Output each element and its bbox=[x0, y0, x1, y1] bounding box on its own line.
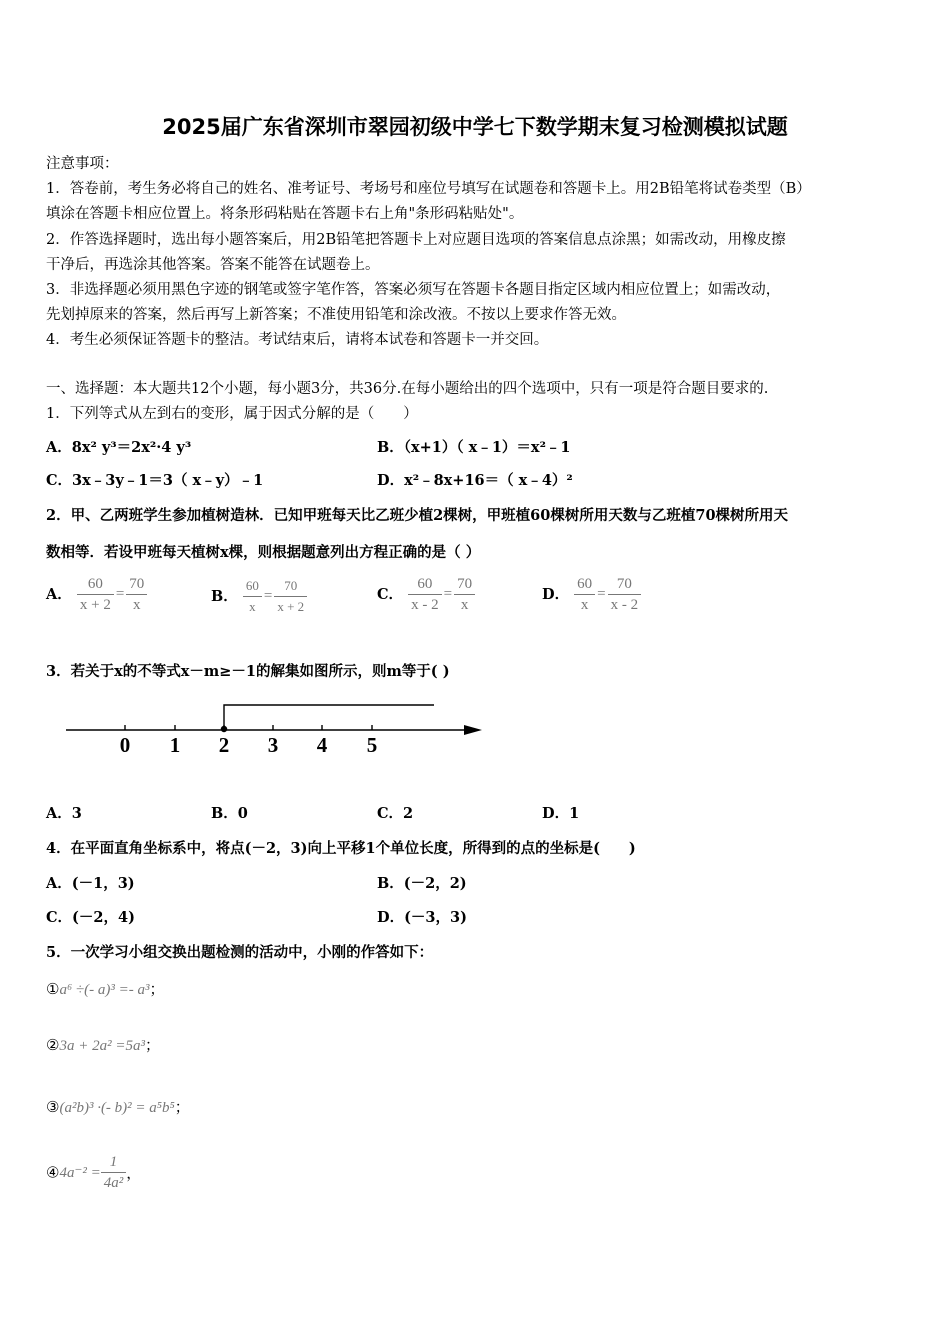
fraction: $\frac{60}{x}$ bbox=[243, 576, 262, 617]
question-2-stem: 2．甲、乙两班学生参加植树造林．已知甲班每天比乙班少植2棵树，甲班植60棵树所用天数与乙班植70棵树所用天 bbox=[46, 507, 789, 524]
notice-line: 4．考生必须保证答题卡的整洁。考试结束后，请将本试卷和答题卡一并交回。 bbox=[46, 332, 549, 348]
expression: a⁶ ÷(- a)³ =- a³ bbox=[59, 982, 150, 998]
q4-option-d: D．(－3，3) bbox=[377, 909, 467, 926]
notice-line: 1．答卷前，考生务必将自己的姓名、准考证号、考场号和座位号填写在试题卷和答题卡上。用2B铅笔将试卷类型（B） bbox=[46, 181, 811, 197]
tick-label: 0 bbox=[119, 733, 131, 757]
q4-option-a: A．(－1，3) bbox=[46, 875, 135, 892]
tick-label: 4 bbox=[316, 733, 328, 757]
tick-label: 2 bbox=[218, 733, 230, 757]
q5-item-3: ③(a²b)³ ·(- b)² = a⁵b⁵； bbox=[46, 1098, 190, 1116]
q2-option-c: C． $\frac{60}{x - 2}$ = $\frac{70}{x}$ bbox=[377, 574, 475, 615]
q1-option-c: C．3x﹣3y﹣1＝3（ x﹣y）﹣1 bbox=[46, 472, 264, 489]
fraction: $\frac{60}{x + 2}$ bbox=[77, 574, 114, 615]
q3-option-d: D．1 bbox=[542, 805, 580, 822]
q5-item-4: ④4a⁻² = $\frac{1}{\text{4a²}}$ ， bbox=[46, 1154, 142, 1191]
q3-option-a: A．3 bbox=[46, 805, 82, 822]
solution-bracket bbox=[224, 705, 434, 727]
tick-label: 5 bbox=[366, 733, 378, 757]
q1-option-a: A．8x² y³＝2x²·4 y³ bbox=[46, 439, 192, 456]
q2-option-b: B． $\frac{60}{x}$ = $\frac{70}{x + 2}$ bbox=[211, 576, 307, 617]
tick-label: 1 bbox=[169, 733, 181, 757]
expression: (a²b)³ ·(- b)² = a⁵b⁵ bbox=[59, 1100, 175, 1116]
q2-option-a: A． $\frac{60}{x + 2}$ = $\frac{70}{x}$ bbox=[46, 574, 147, 615]
arrow-head-icon bbox=[464, 725, 482, 735]
tick-label: 3 bbox=[267, 733, 279, 757]
question-5-stem: 5．一次学习小组交换出题检测的活动中，小刚的作答如下： bbox=[46, 944, 434, 961]
question-4-stem: 4．在平面直角坐标系中，将点(－2，3)向上平移1个单位长度，所得到的点的坐标是( ) bbox=[46, 840, 636, 857]
option-label: A． bbox=[46, 586, 72, 603]
fraction: $\frac{60}{x - 2}$ bbox=[408, 574, 442, 615]
solid-point bbox=[221, 726, 227, 732]
q5-item-1: ①a⁶ ÷(- a)³ =- a³； bbox=[46, 980, 165, 998]
fraction: $\frac{70}{x - 2}$ bbox=[608, 574, 642, 615]
page-title: 2025届广东省深圳市翠园初级中学七下数学期末复习检测模拟试题 bbox=[162, 115, 788, 139]
q1-option-b: B．（x+1）（ x﹣1）＝x²﹣1 bbox=[377, 439, 571, 456]
fraction: $\frac{70}{x}$ bbox=[126, 574, 147, 615]
notice-line: 3．非选择题必须用黑色字迹的钢笔或签字笔作答，答案必须写在答题卡各题目指定区域内相应位置上；如需改动， bbox=[46, 282, 781, 298]
question-2-stem-cont: 数相等．若设甲班每天植树x棵，则根据题意列出方程正确的是（ ） bbox=[46, 544, 481, 561]
q2-option-d: D． $\frac{60}{x}$ = $\frac{70}{x - 2}$ bbox=[542, 574, 641, 615]
fraction: $\frac{70}{x}$ bbox=[454, 574, 475, 615]
notice-heading: 注意事项： bbox=[46, 156, 119, 172]
q1-option-d: D．x²﹣8x+16＝（ x﹣4）² bbox=[377, 472, 573, 489]
notice-line: 2．作答选择题时，选出每小题答案后，用2B铅笔把答题卡上对应题目选项的答案信息点涂黑；如需改动，用橡皮擦 bbox=[46, 232, 786, 248]
notice-line: 先划掉原来的答案，然后再写上新答案；不准使用铅笔和涂改液。不按以上要求作答无效。 bbox=[46, 307, 626, 323]
option-label: B． bbox=[211, 588, 238, 605]
fraction: $\frac{60}{x}$ bbox=[574, 574, 595, 615]
section-heading: 一、选择题：本大题共12个小题，每小题3分，共36分.在每小题给出的四个选项中，只有一项是符合题目要求的. bbox=[46, 381, 769, 397]
option-label: C． bbox=[377, 586, 404, 603]
q4-option-b: B．(－2，2) bbox=[377, 875, 467, 892]
notice-line: 填涂在答题卡相应位置上。将条形码粘贴在答题卡右上角"条形码粘贴处"。 bbox=[46, 206, 524, 222]
fraction: $\frac{70}{x + 2}$ bbox=[274, 576, 307, 617]
q3-option-c: C．2 bbox=[377, 805, 414, 822]
notice-line: 干净后，再选涂其他答案。答案不能答在试题卷上。 bbox=[46, 257, 380, 273]
number-line-diagram bbox=[60, 696, 490, 762]
option-label: D． bbox=[542, 586, 570, 603]
q5-item-2: ②3a + 2a² =5a³； bbox=[46, 1036, 160, 1054]
expression: 4a⁻² = bbox=[59, 1165, 101, 1181]
q4-option-c: C．(－2，4) bbox=[46, 909, 135, 926]
expression: 3a + 2a² =5a³ bbox=[59, 1038, 145, 1054]
question-1-stem: 1．下列等式从左到右的变形，属于因式分解的是（ ） bbox=[46, 406, 418, 422]
fraction: $\frac{1}{\text{4a²}}$ bbox=[101, 1152, 127, 1193]
q3-option-b: B．0 bbox=[211, 805, 248, 822]
question-3-stem: 3．若关于x的不等式x－m≥－1的解集如图所示，则m等于( ) bbox=[46, 663, 450, 680]
